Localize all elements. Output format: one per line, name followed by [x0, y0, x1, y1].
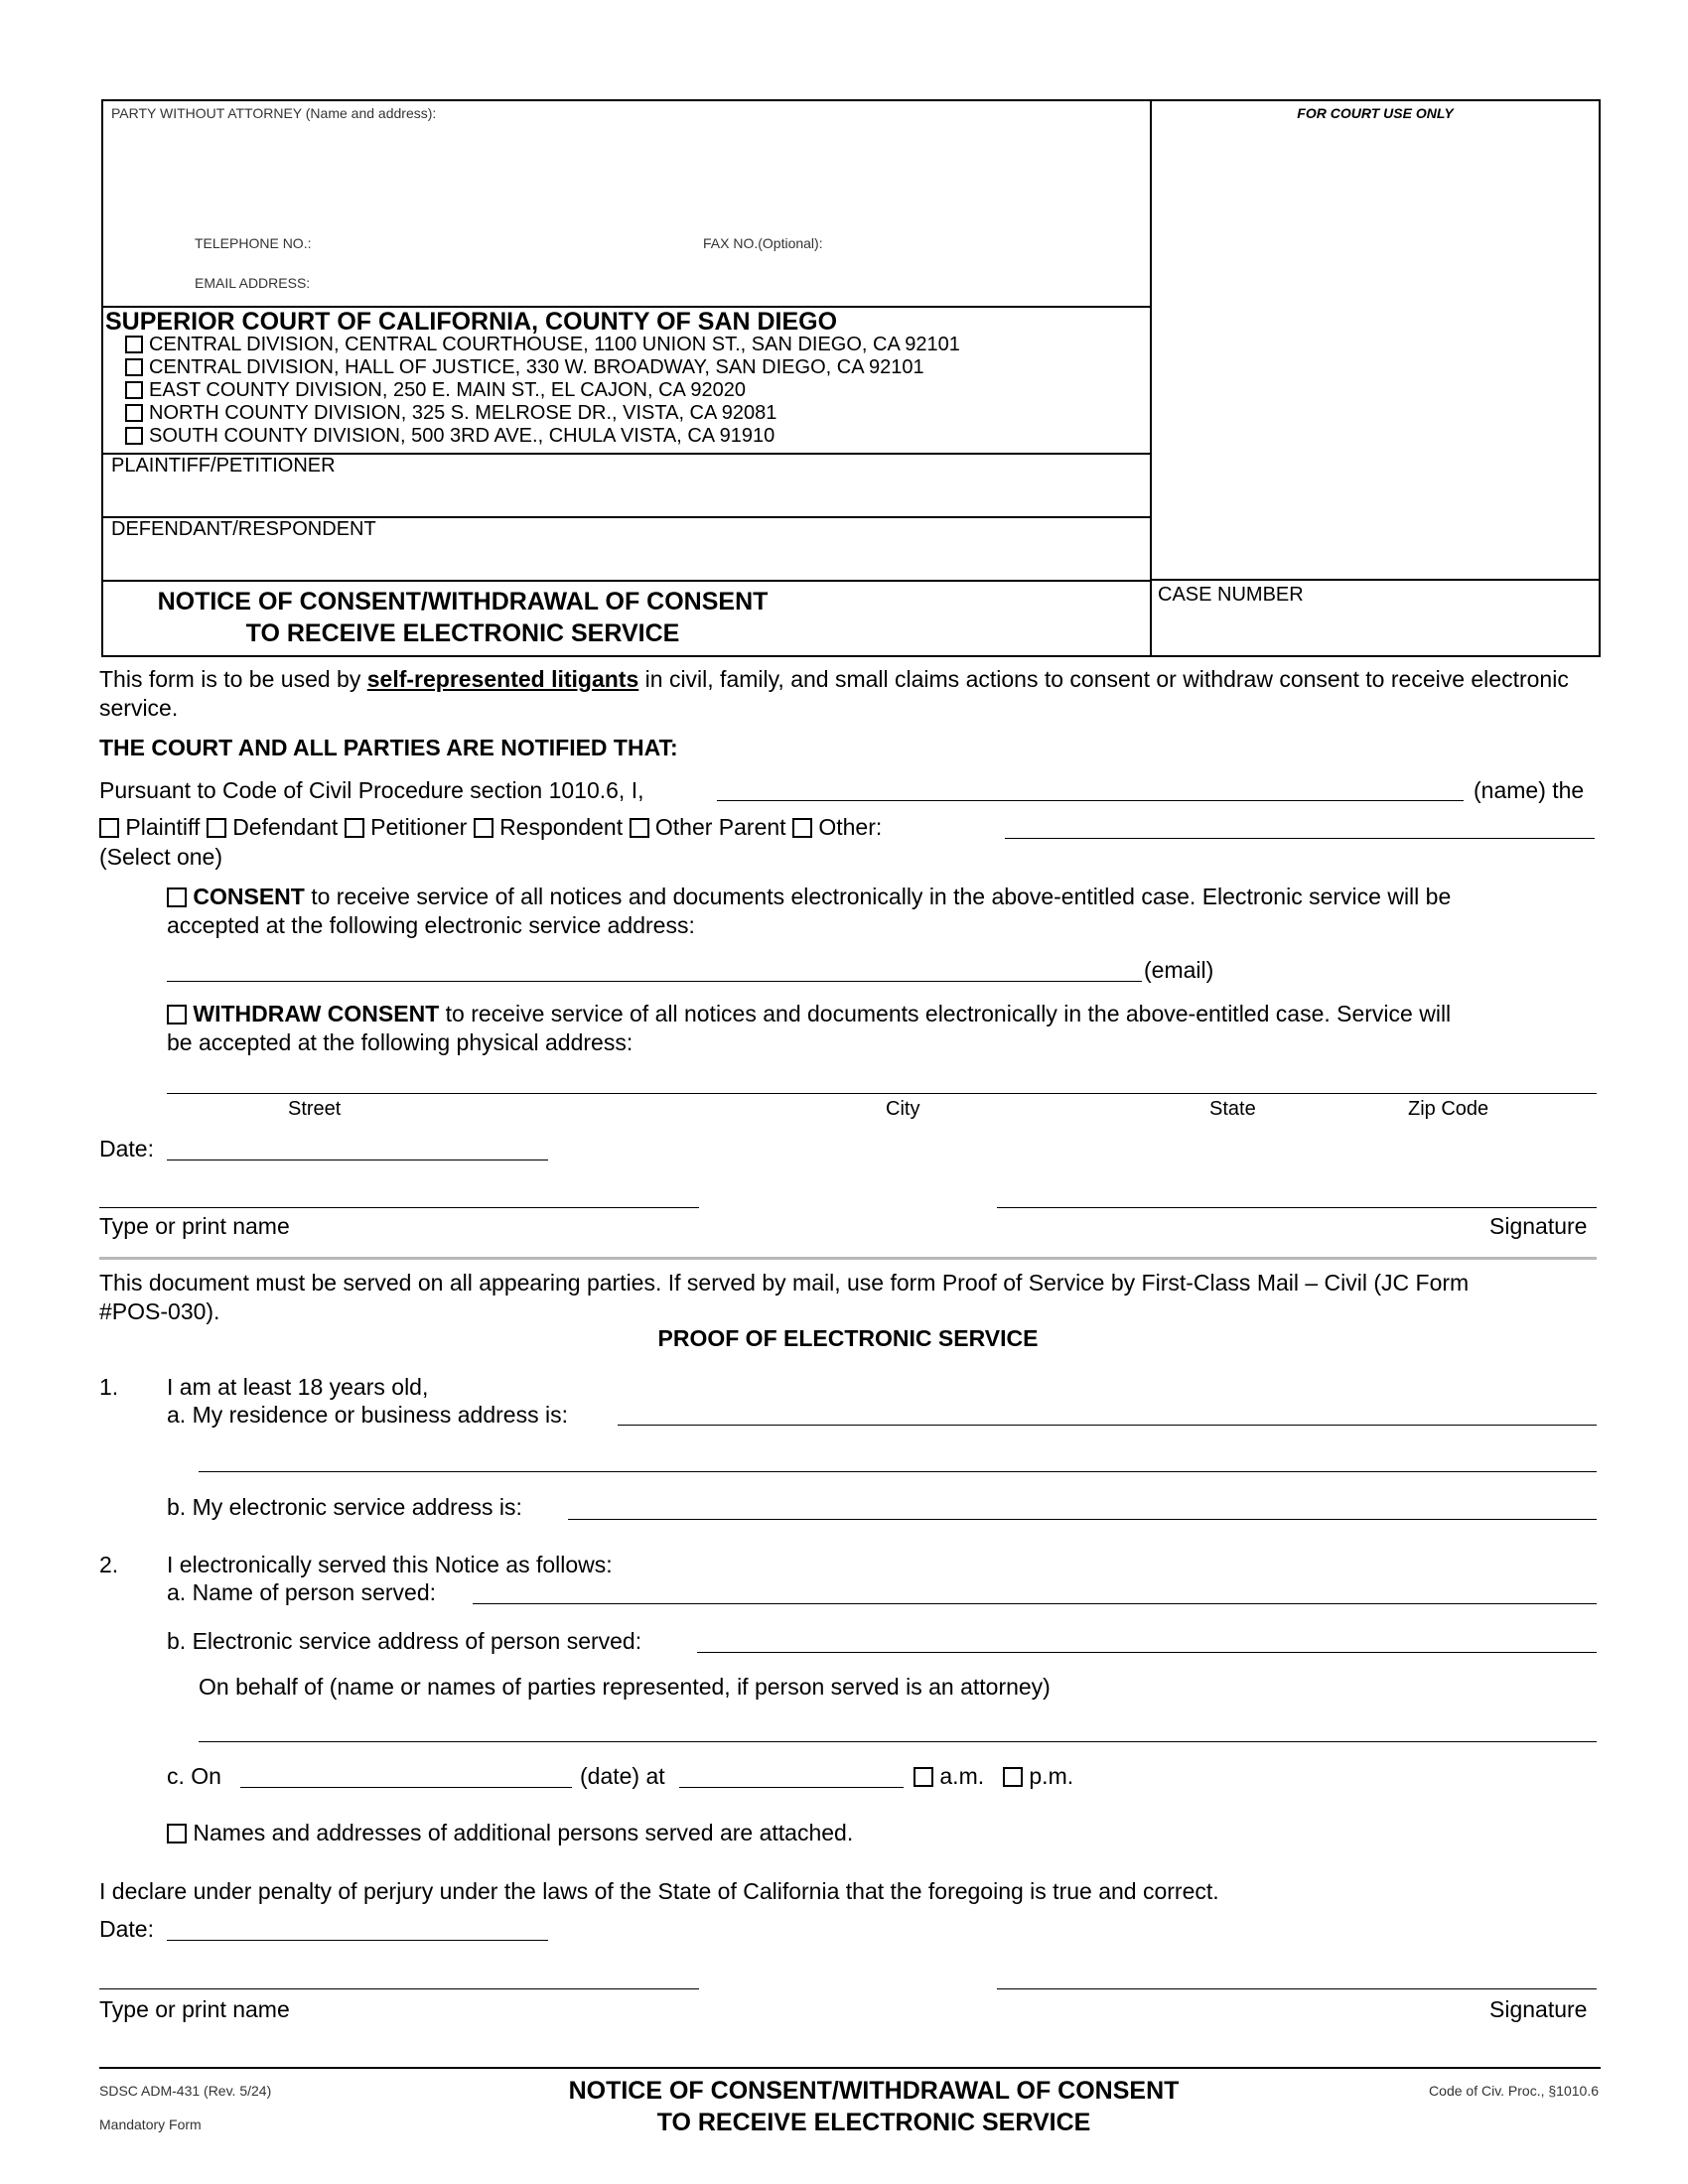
consent-email-label: (email)	[1144, 957, 1214, 983]
pm-checkbox[interactable]	[1003, 1767, 1023, 1787]
form-title-line1: NOTICE OF CONSENT/WITHDRAWAL OF CONSENT	[157, 588, 769, 615]
withdraw-bold: WITHDRAW CONSENT	[193, 1001, 440, 1026]
name-suffix: (name) the	[1474, 777, 1585, 803]
am-option[interactable]: a.m.	[914, 1763, 984, 1790]
notice-heading: THE COURT AND ALL PARTIES ARE NOTIFIED THAT:	[99, 735, 678, 760]
item2-number: 2.	[99, 1552, 119, 1577]
item2a-label: a. Name of person served:	[167, 1579, 437, 1605]
case-number-label: CASE NUMBER	[1158, 584, 1304, 606]
item1a-label: a. My residence or business address is:	[167, 1402, 568, 1428]
attached-option[interactable]: Names and addresses of additional persons served are attached.	[167, 1820, 853, 1846]
residence-address-field[interactable]	[618, 1425, 1597, 1426]
signature2-label: Signature	[1489, 1996, 1588, 2022]
person-served-field[interactable]	[473, 1603, 1597, 1604]
consent-bold: CONSENT	[193, 884, 305, 909]
role-checkbox[interactable]	[474, 818, 493, 838]
other-role-field[interactable]	[1005, 838, 1595, 839]
court-use-box	[1150, 99, 1601, 581]
division-checkbox[interactable]	[125, 404, 143, 422]
print-name2-label: Type or print name	[99, 1996, 290, 2022]
state-label: State	[1209, 1098, 1256, 1120]
footer-title-line1: NOTICE OF CONSENT/WITHDRAWAL OF CONSENT	[568, 2077, 1180, 2105]
division-option[interactable]	[125, 425, 960, 448]
item2c-date-label: (date) at	[580, 1763, 665, 1789]
form-id: SDSC ADM-431 (Rev. 5/24)	[99, 2083, 272, 2099]
role-option[interactable]: Plaintiff	[99, 814, 200, 840]
print-name2-field[interactable]	[99, 1988, 699, 1989]
city-label: City	[886, 1098, 920, 1120]
consent-line2: accepted at the following electronic service address:	[167, 912, 695, 938]
signature-label: Signature	[1489, 1213, 1588, 1239]
item1b-label: b. My electronic service address is:	[167, 1494, 522, 1520]
divider-title	[101, 580, 1152, 582]
role-checkbox[interactable]	[630, 818, 649, 838]
court-use-label: FOR COURT USE ONLY	[1297, 105, 1454, 121]
division-checkbox[interactable]	[125, 381, 143, 399]
footer-title-line2: TO RECEIVE ELECTRONIC SERVICE	[656, 2109, 1091, 2136]
select-one-note: (Select one)	[99, 844, 223, 870]
mandatory-form: Mandatory Form	[99, 2116, 202, 2132]
division-label: EAST COUNTY DIVISION, 250 E. MAIN ST., EL CAJON, CA 92020	[149, 379, 746, 401]
residence-address-field-2[interactable]	[199, 1471, 1597, 1472]
signature2-field[interactable]	[997, 1988, 1597, 1989]
fax-label: FAX NO.(Optional):	[703, 235, 823, 251]
item2c-on-label: c. On	[167, 1763, 221, 1789]
role-option[interactable]: Respondent	[474, 814, 623, 840]
intro-text	[99, 665, 1601, 723]
consent-email-field[interactable]	[167, 981, 1142, 982]
division-option[interactable]	[125, 402, 960, 425]
telephone-label: TELEPHONE NO.:	[195, 235, 312, 251]
physical-address-field[interactable]	[167, 1093, 1597, 1094]
signature-field[interactable]	[997, 1207, 1597, 1208]
self-represented-link[interactable]: self-represented litigants	[366, 666, 639, 692]
electronic-address-field[interactable]	[568, 1519, 1597, 1520]
form-title-line2: TO RECEIVE ELECTRONIC SERVICE	[245, 619, 680, 647]
role-option[interactable]: Defendant	[207, 814, 339, 840]
intro-before: This form is to be used by	[99, 666, 367, 692]
item1-text: I am at least 18 years old,	[167, 1374, 429, 1400]
division-checkbox[interactable]	[125, 358, 143, 376]
withdraw-line2: be accepted at the following physical address:	[167, 1029, 633, 1055]
street-label: Street	[288, 1098, 342, 1120]
proof-heading: PROOF OF ELECTRONIC SERVICE	[657, 1325, 1039, 1351]
attached-checkbox[interactable]	[167, 1824, 187, 1843]
form-title	[101, 586, 1152, 649]
plaintiff-label: PLAINTIFF/PETITIONER	[111, 455, 336, 477]
division-label: CENTRAL DIVISION, HALL OF JUSTICE, 330 W. BROADWAY, SAN DIEGO, CA 92101	[149, 356, 924, 378]
on-behalf-label: On behalf of (name or names of parties represented, if person served is an attorney)	[199, 1674, 1051, 1700]
item2b-label: b. Electronic service address of person served:	[167, 1628, 642, 1654]
role-checkbox[interactable]	[207, 818, 226, 838]
intro-after: in civil, family, and small claims actions to consent or withdraw consent to receive electronic service.	[99, 666, 1569, 721]
division-label: NORTH COUNTY DIVISION, 325 S. MELROSE DR., VISTA, CA 92081	[149, 402, 777, 424]
pm-option[interactable]: p.m.	[1003, 1763, 1073, 1790]
zip-label: Zip Code	[1408, 1098, 1489, 1120]
division-label: CENTRAL DIVISION, CENTRAL COURTHOUSE, 1100 UNION ST., SAN DIEGO, CA 92101	[149, 334, 960, 355]
item2-text: I electronically served this Notice as follows:	[167, 1552, 613, 1577]
role-option[interactable]: Other:	[792, 814, 882, 840]
service-time-field[interactable]	[679, 1787, 904, 1788]
email-address-label: EMAIL ADDRESS:	[195, 275, 311, 291]
division-checkbox[interactable]	[125, 427, 143, 445]
defendant-label: DEFENDANT/RESPONDENT	[111, 518, 376, 540]
date2-field[interactable]	[167, 1940, 548, 1941]
declaration-text: I declare under penalty of perjury under the laws of the State of California that the foregoing is true and correct.	[99, 1878, 1219, 1904]
consent-checkbox[interactable]	[167, 887, 187, 907]
pursuant-text: Pursuant to Code of Civil Procedure section 1010.6, I,	[99, 777, 644, 803]
court-title: SUPERIOR COURT OF CALIFORNIA, COUNTY OF SAN DIEGO	[105, 308, 838, 336]
division-checkbox[interactable]	[125, 336, 143, 353]
name-field[interactable]	[717, 800, 1464, 801]
served-email-field[interactable]	[697, 1652, 1597, 1653]
division-option[interactable]	[125, 356, 960, 379]
withdraw-line1: WITHDRAW CONSENT to receive service of all notices and documents electronically in the above-entitled case. Service will	[167, 1001, 1451, 1027]
division-label: SOUTH COUNTY DIVISION, 500 3RD AVE., CHULA VISTA, CA 91910	[149, 425, 775, 447]
footer-rule	[99, 2067, 1601, 2069]
role-option[interactable]: Other Parent	[630, 814, 786, 840]
role-checkbox[interactable]	[792, 818, 812, 838]
withdraw-checkbox[interactable]	[167, 1005, 187, 1024]
footer-title	[397, 2075, 1350, 2138]
print-name-field[interactable]	[99, 1207, 699, 1208]
served-note-line1: This document must be served on all appearing parties. If served by mail, use form Proof of Service by First-Class Mail – Civil (JC Form	[99, 1270, 1470, 1296]
role-options	[99, 814, 882, 841]
section-divider	[99, 1257, 1597, 1260]
role-checkbox[interactable]	[99, 818, 119, 838]
division-option[interactable]	[125, 334, 960, 356]
date2-label: Date:	[99, 1916, 154, 1942]
role-option[interactable]: Petitioner	[345, 814, 468, 840]
role-checkbox[interactable]	[345, 818, 364, 838]
served-note-line2: #POS-030).	[99, 1298, 220, 1324]
code-reference: Code of Civ. Proc., §1010.6	[1429, 2083, 1599, 2099]
division-option[interactable]	[125, 379, 960, 402]
item1-number: 1.	[99, 1374, 119, 1400]
service-date-field[interactable]	[240, 1787, 572, 1788]
division-list	[125, 334, 960, 448]
party-label: PARTY WITHOUT ATTORNEY (Name and address):	[111, 105, 437, 121]
date-label: Date:	[99, 1136, 154, 1161]
on-behalf-field[interactable]	[199, 1741, 1597, 1742]
print-name-label: Type or print name	[99, 1213, 290, 1239]
am-checkbox[interactable]	[914, 1767, 933, 1787]
consent-line1: CONSENT to receive service of all notices and documents electronically in the above-entitled case. Electronic service will be	[167, 884, 1451, 910]
